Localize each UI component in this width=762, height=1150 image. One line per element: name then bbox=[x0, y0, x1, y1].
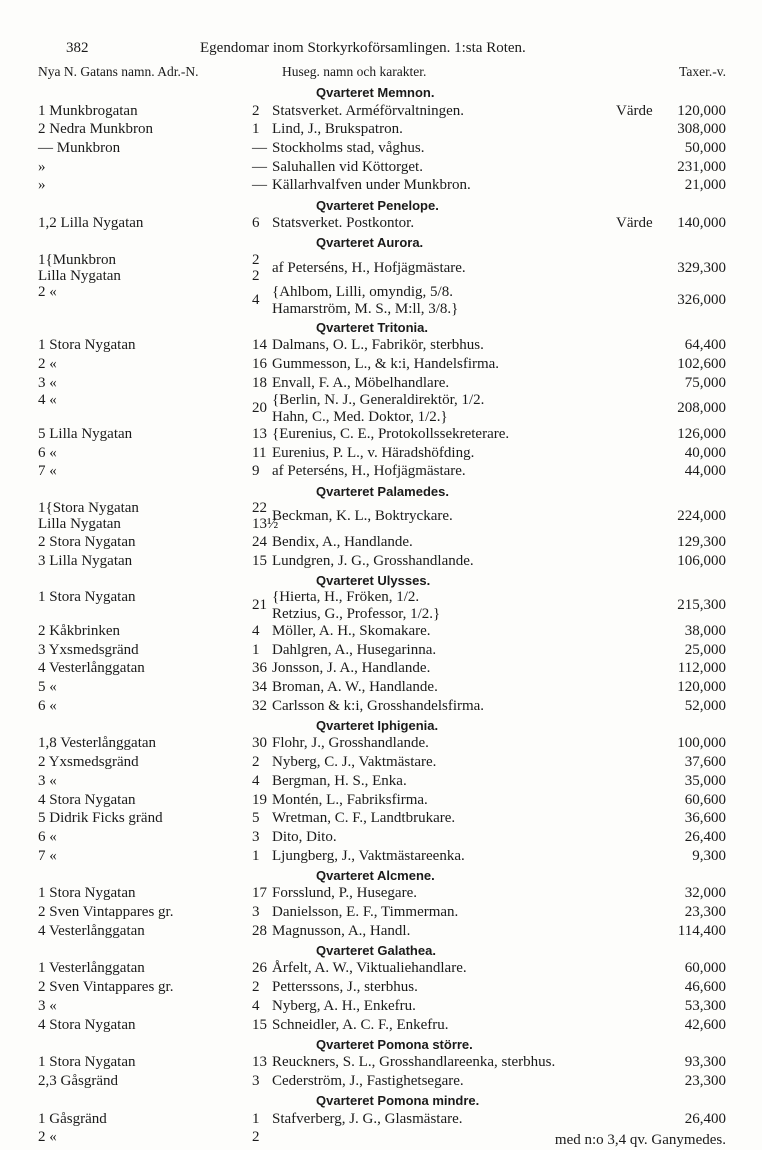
owner-name: Wretman, C. F., Landtbrukare. bbox=[272, 810, 456, 827]
house-number: 1 bbox=[252, 847, 260, 864]
house-number: 16 bbox=[252, 355, 267, 372]
street-name: 7 « bbox=[38, 847, 57, 864]
owner-name: af Peterséns, H., Hofjägmästare. bbox=[272, 463, 466, 480]
owner-name: Magnusson, A., Handl. bbox=[272, 922, 411, 939]
tax-value: 224,000 bbox=[677, 508, 726, 525]
house-number: 3 bbox=[252, 904, 260, 921]
ledger-row bbox=[0, 158, 762, 177]
tax-value: 329,300 bbox=[677, 259, 726, 276]
tax-value: 26,400 bbox=[684, 1110, 726, 1127]
owner-name: Saluhallen vid Köttorget. bbox=[272, 158, 423, 175]
tax-value: 102,600 bbox=[677, 355, 726, 372]
house-number: 1 bbox=[252, 121, 260, 138]
owner-name: Dito, Dito. bbox=[272, 828, 337, 845]
owner-name: Gummesson, L., & k:i, Handelsfirma. bbox=[272, 355, 500, 372]
tax-value: 64,400 bbox=[684, 337, 726, 354]
house-number: 24 bbox=[252, 533, 267, 550]
house-number: 14 bbox=[252, 337, 267, 354]
column-header-street: Nya N. Gatans namn. Adr.-N. bbox=[38, 64, 199, 79]
owner-name: Broman, A. W., Handlande. bbox=[272, 679, 438, 696]
street-name: 1 Munkbrogatan bbox=[38, 102, 138, 119]
street-name: 4 Stora Nygatan bbox=[38, 791, 136, 808]
ledger-row bbox=[0, 959, 762, 978]
tax-value: 21,000 bbox=[684, 177, 726, 194]
owner-name: Lundgren, J. G., Grosshandlande. bbox=[272, 552, 474, 569]
street-name: 7 « bbox=[38, 463, 57, 480]
ledger-row bbox=[0, 139, 762, 158]
ledger-row bbox=[0, 533, 762, 552]
ledger-row bbox=[0, 425, 762, 444]
ledger-row bbox=[0, 622, 762, 641]
street-name: 3 Yxsmedsgränd bbox=[38, 641, 139, 658]
street-name: 1 Stora Nygatan bbox=[38, 1054, 136, 1071]
owner-name: Cederström, J., Fastighetsegare. bbox=[272, 1072, 464, 1089]
section-heading bbox=[0, 572, 762, 590]
house-number: 17 bbox=[252, 885, 267, 902]
owner-name: af Peterséns, H., Hofjägmästare. bbox=[272, 259, 466, 276]
house-number: — bbox=[252, 158, 267, 175]
house-number: 9 bbox=[252, 463, 260, 480]
ledger-row bbox=[0, 284, 762, 317]
street-name: 2 Kåkbrinken bbox=[38, 622, 121, 639]
footer-text: med n:o 3,4 qv. Ganymedes. bbox=[554, 1131, 726, 1148]
street-name: 2,3 Gåsgränd bbox=[38, 1072, 118, 1089]
ledger-row bbox=[0, 552, 762, 571]
owner-name: Dalmans, O. L., Fabrikör, sterbhus. bbox=[272, 337, 484, 354]
ledger-row bbox=[0, 903, 762, 922]
ledger-row bbox=[0, 444, 762, 463]
street-name: » bbox=[38, 158, 46, 175]
section-name: Qvarteret Memnon. bbox=[316, 85, 435, 100]
house-number: 2 bbox=[252, 1129, 260, 1146]
ledger-row bbox=[0, 997, 762, 1016]
street-name: » bbox=[38, 177, 46, 194]
tax-value: 129,300 bbox=[677, 533, 726, 550]
page-number: 382 bbox=[66, 40, 89, 56]
tax-value: 106,000 bbox=[677, 552, 726, 569]
street-name: 1,2 Lilla Nygatan bbox=[38, 215, 144, 231]
street-name: 1 Stora Nygatan bbox=[38, 337, 136, 354]
house-number: 2 bbox=[252, 979, 260, 996]
owner-name: Eurenius, P. L., v. Häradshöfding. bbox=[272, 444, 475, 461]
ledger-row bbox=[0, 922, 762, 941]
street-name: 2 Sven Vintappares gr. bbox=[38, 979, 174, 996]
house-number: 3 bbox=[252, 1072, 260, 1089]
house-number: — bbox=[252, 139, 267, 156]
section-name: Qvarteret Aurora. bbox=[316, 235, 424, 251]
house-number: 11 bbox=[252, 444, 267, 461]
column-header-owner: Huseg. namn och karakter. bbox=[282, 64, 427, 79]
house-number: 18 bbox=[252, 374, 267, 391]
owner-name: Stafverberg, J. G., Glasmästare. bbox=[272, 1110, 463, 1127]
house-number: 4 bbox=[252, 292, 260, 309]
street-name: 1,8 Vesterlånggatan bbox=[38, 735, 157, 752]
house-number: 5 bbox=[252, 810, 260, 827]
page-header bbox=[0, 38, 762, 58]
street-name: 1 Vesterlånggatan bbox=[38, 960, 145, 977]
street-name: 1 Gåsgränd bbox=[38, 1110, 107, 1127]
tax-value: 44,000 bbox=[684, 463, 726, 480]
street-name: — Munkbron bbox=[38, 139, 121, 156]
tax-value: 37,600 bbox=[684, 754, 726, 771]
tax-value: 100,000 bbox=[677, 735, 726, 752]
owner-name: Stockholms stad, våghus. bbox=[272, 139, 425, 156]
section-heading bbox=[0, 319, 762, 337]
ledger-row bbox=[0, 252, 762, 285]
house-number: 30 bbox=[252, 735, 267, 752]
value-label: Värde bbox=[616, 215, 653, 231]
ledger-row bbox=[0, 214, 762, 233]
house-number: 6 bbox=[252, 215, 260, 231]
house-number: 2 bbox=[252, 102, 260, 119]
tax-value: 60,000 bbox=[684, 960, 726, 977]
owner-name: Statsverket. Arméförvaltningen. bbox=[272, 102, 465, 119]
section-heading bbox=[0, 867, 762, 885]
tax-value: 208,000 bbox=[677, 400, 726, 417]
house-number: — bbox=[252, 177, 267, 194]
tax-value: 46,600 bbox=[684, 979, 726, 996]
house-number: 4 bbox=[252, 622, 260, 639]
ledger-row bbox=[0, 462, 762, 481]
ledger-row bbox=[0, 884, 762, 903]
owner-name: Montén, L., Fabriksfirma. bbox=[272, 791, 428, 808]
house-number: 28 bbox=[252, 922, 267, 939]
street-name: 4 Vesterlånggatan bbox=[38, 922, 145, 939]
tax-value: 36,600 bbox=[684, 810, 726, 827]
owner-name: Källarhvalfven under Munkbron. bbox=[272, 177, 471, 194]
house-number: 3 bbox=[252, 828, 260, 845]
tax-value: 114,400 bbox=[677, 922, 726, 939]
tax-value: 215,300 bbox=[677, 597, 726, 614]
section-heading bbox=[0, 84, 762, 102]
street-name: 2 Stora Nygatan bbox=[38, 533, 136, 550]
footer-note bbox=[0, 1130, 762, 1150]
house-number: 1 bbox=[252, 1110, 260, 1127]
street-name: 2 « bbox=[38, 1129, 57, 1146]
street-name: 4 « bbox=[38, 392, 57, 409]
tax-value: 52,000 bbox=[684, 697, 726, 714]
street-name: 3 Lilla Nygatan bbox=[38, 552, 133, 569]
owner-name: Nyberg, A. H., Enkefru. bbox=[272, 997, 416, 1014]
ledger-row bbox=[0, 791, 762, 810]
section-heading bbox=[0, 942, 762, 960]
owner-name: Lind, J., Brukspatron. bbox=[272, 121, 403, 138]
street-name: 2 Yxsmedsgränd bbox=[38, 754, 139, 771]
street-name: 6 « bbox=[38, 444, 57, 461]
owner-name: Dahlgren, A., Husegarinna. bbox=[272, 641, 437, 658]
house-number: 22 13½ bbox=[252, 500, 279, 533]
section-heading bbox=[0, 483, 762, 501]
house-number: 21 bbox=[252, 597, 267, 614]
ledger-row bbox=[0, 392, 762, 425]
ledger-row bbox=[0, 734, 762, 753]
owner-name: Jonsson, J. A., Handlande. bbox=[272, 660, 431, 677]
ledger-row bbox=[0, 374, 762, 393]
ledger-row bbox=[0, 120, 762, 139]
tax-value: 26,400 bbox=[684, 828, 726, 845]
house-number: 13 bbox=[252, 1054, 267, 1071]
owner-name: {Eurenius, C. E., Protokollssekreterare. bbox=[272, 425, 510, 442]
tax-value: 32,000 bbox=[684, 885, 726, 902]
street-name: 1 Stora Nygatan bbox=[38, 885, 136, 902]
house-number: 4 bbox=[252, 997, 260, 1014]
street-name: 2 « bbox=[38, 284, 57, 301]
street-name: 4 Vesterlånggatan bbox=[38, 660, 145, 677]
ledger-row bbox=[0, 809, 762, 828]
owner-name: Ljungberg, J., Vaktmästareenka. bbox=[272, 847, 465, 864]
section-heading bbox=[0, 717, 762, 735]
ledger-row bbox=[0, 1072, 762, 1091]
street-name: 2 « bbox=[38, 355, 57, 372]
ledger-row bbox=[0, 500, 762, 533]
house-number: 2 2 bbox=[252, 251, 260, 285]
house-number: 13 bbox=[252, 425, 267, 442]
section-name: Qvarteret Pomona mindre. bbox=[316, 1093, 480, 1109]
house-number: 36 bbox=[252, 660, 267, 677]
tax-value: 35,000 bbox=[684, 772, 726, 789]
tax-value: 23,300 bbox=[684, 1072, 726, 1089]
tax-value: 93,300 bbox=[684, 1054, 726, 1071]
tax-value: 326,000 bbox=[677, 292, 726, 309]
ledger-row bbox=[0, 697, 762, 716]
owner-name: Flohr, J., Grosshandlande. bbox=[272, 735, 429, 752]
owner-name: Årfelt, A. W., Viktualiehandlare. bbox=[272, 960, 467, 977]
ledger-row bbox=[0, 589, 762, 622]
column-header-tax: Taxer.-v. bbox=[679, 64, 726, 79]
street-name: 5 « bbox=[38, 679, 57, 696]
house-number: 32 bbox=[252, 697, 267, 714]
ledger-row bbox=[0, 102, 762, 121]
ledger-row bbox=[0, 753, 762, 772]
owner-name: Schneidler, A. C. F., Enkefru. bbox=[272, 1016, 449, 1033]
tax-value: 38,000 bbox=[684, 622, 726, 639]
section-name: Qvarteret Iphigenia. bbox=[316, 717, 439, 733]
street-name: 3 « bbox=[38, 997, 57, 1014]
ledger-row bbox=[0, 336, 762, 355]
section-heading bbox=[0, 197, 762, 215]
owner-name: {Ahlbom, Lilli, omyndig, 5/8. Hamarström, M. S., M:ll, 3/8.} bbox=[272, 284, 459, 317]
section-heading bbox=[0, 234, 762, 252]
owner-name: Bendix, A., Handlande. bbox=[272, 533, 413, 550]
owner-name: Carlsson & k:i, Grosshandelsfirma. bbox=[272, 697, 485, 714]
tax-value: 25,000 bbox=[684, 641, 726, 658]
section-name: Qvarteret Ulysses. bbox=[316, 572, 431, 588]
ledger-row bbox=[0, 772, 762, 791]
owner-name: {Berlin, N. J., Generaldirektör, 1/2. Hahn, C., Med. Doktor, 1/2.} bbox=[272, 392, 485, 425]
house-number: 26 bbox=[252, 960, 267, 977]
house-number: 20 bbox=[252, 400, 267, 417]
house-number: 4 bbox=[252, 772, 260, 789]
owner-name: Nyberg, C. J., Vaktmästare. bbox=[272, 754, 437, 771]
ledger-row bbox=[0, 659, 762, 678]
owner-name: Statsverket. Postkontor. bbox=[272, 215, 415, 231]
tax-value: 9,300 bbox=[692, 847, 726, 864]
section-heading bbox=[0, 1036, 762, 1054]
street-name: 3 « bbox=[38, 374, 57, 391]
ledger-row bbox=[0, 978, 762, 997]
owner-name: Forsslund, P., Husegare. bbox=[272, 885, 417, 902]
section-name: Qvarteret Alcmene. bbox=[316, 867, 435, 883]
page-title: Egendomar inom Storkyrkoförsamlingen. 1:sta Roten. bbox=[200, 40, 526, 56]
section-name: Qvarteret Palamedes. bbox=[316, 483, 449, 499]
tax-value: 120,000 bbox=[677, 679, 726, 696]
tax-value: 60,600 bbox=[684, 791, 726, 808]
tax-value: 112,000 bbox=[677, 660, 726, 677]
tax-value: 42,600 bbox=[684, 1016, 726, 1033]
house-number: 15 bbox=[252, 552, 267, 569]
owner-name: Bergman, H. S., Enka. bbox=[272, 772, 407, 789]
value-label: Värde bbox=[616, 102, 653, 119]
tax-value: 140,000 bbox=[677, 215, 726, 231]
street-name: 6 « bbox=[38, 697, 57, 714]
ledger-row bbox=[0, 1016, 762, 1035]
owner-name: Beckman, K. L., Boktryckare. bbox=[272, 508, 453, 525]
ledger-row bbox=[0, 828, 762, 847]
street-name: 5 Didrik Ficks gränd bbox=[38, 810, 163, 827]
street-name: 1{Munkbron Lilla Nygatan bbox=[38, 251, 121, 285]
section-name: Qvarteret Tritonia. bbox=[316, 319, 428, 335]
street-name: 1{Stora Nygatan Lilla Nygatan bbox=[38, 500, 139, 533]
house-number: 34 bbox=[252, 679, 267, 696]
ledger-row bbox=[0, 1053, 762, 1072]
section-name: Qvarteret Galathea. bbox=[316, 942, 436, 958]
house-number: 2 bbox=[252, 754, 260, 771]
owner-name: Envall, F. A., Möbelhandlare. bbox=[272, 374, 450, 391]
ledger-row bbox=[0, 1110, 762, 1129]
street-name: 2 Sven Vintappares gr. bbox=[38, 904, 174, 921]
section-heading bbox=[0, 1092, 762, 1110]
owner-name: {Hierta, H., Fröken, 1/2. Retzius, G., Professor, 1/2.} bbox=[272, 589, 441, 622]
street-name: 3 « bbox=[38, 772, 57, 789]
house-number: 15 bbox=[252, 1016, 267, 1033]
owner-name: Möller, A. H., Skomakare. bbox=[272, 622, 431, 639]
tax-value: 120,000 bbox=[677, 102, 726, 119]
house-number: 19 bbox=[252, 791, 267, 808]
ledger-row bbox=[0, 355, 762, 374]
ledger-row bbox=[0, 847, 762, 866]
tax-value: 231,000 bbox=[677, 158, 726, 175]
tax-value: 75,000 bbox=[684, 374, 726, 391]
street-name: 5 Lilla Nygatan bbox=[38, 425, 133, 442]
section-name: Qvarteret Pomona större. bbox=[316, 1036, 473, 1052]
tax-value: 308,000 bbox=[677, 121, 726, 138]
ledger-row bbox=[0, 176, 762, 195]
street-name: 2 Nedra Munkbron bbox=[38, 121, 153, 138]
column-headers bbox=[0, 62, 762, 82]
owner-name: Danielsson, E. F., Timmerman. bbox=[272, 904, 459, 921]
tax-value: 53,300 bbox=[684, 997, 726, 1014]
street-name: 4 Stora Nygatan bbox=[38, 1016, 136, 1033]
section-name: Qvarteret Penelope. bbox=[316, 197, 439, 213]
tax-value: 40,000 bbox=[684, 444, 726, 461]
tax-value: 23,300 bbox=[684, 904, 726, 921]
tax-value: 126,000 bbox=[677, 425, 726, 442]
owner-name: Petterssons, J., sterbhus. bbox=[272, 979, 418, 996]
street-name: 6 « bbox=[38, 828, 57, 845]
ledger-row bbox=[0, 641, 762, 660]
owner-name: Reuckners, S. L., Grosshandlareenka, sterbhus. bbox=[272, 1054, 556, 1071]
house-number: 1 bbox=[252, 641, 260, 658]
street-name: 1 Stora Nygatan bbox=[38, 589, 136, 606]
tax-value: 50,000 bbox=[684, 139, 726, 156]
ledger-row bbox=[0, 678, 762, 697]
